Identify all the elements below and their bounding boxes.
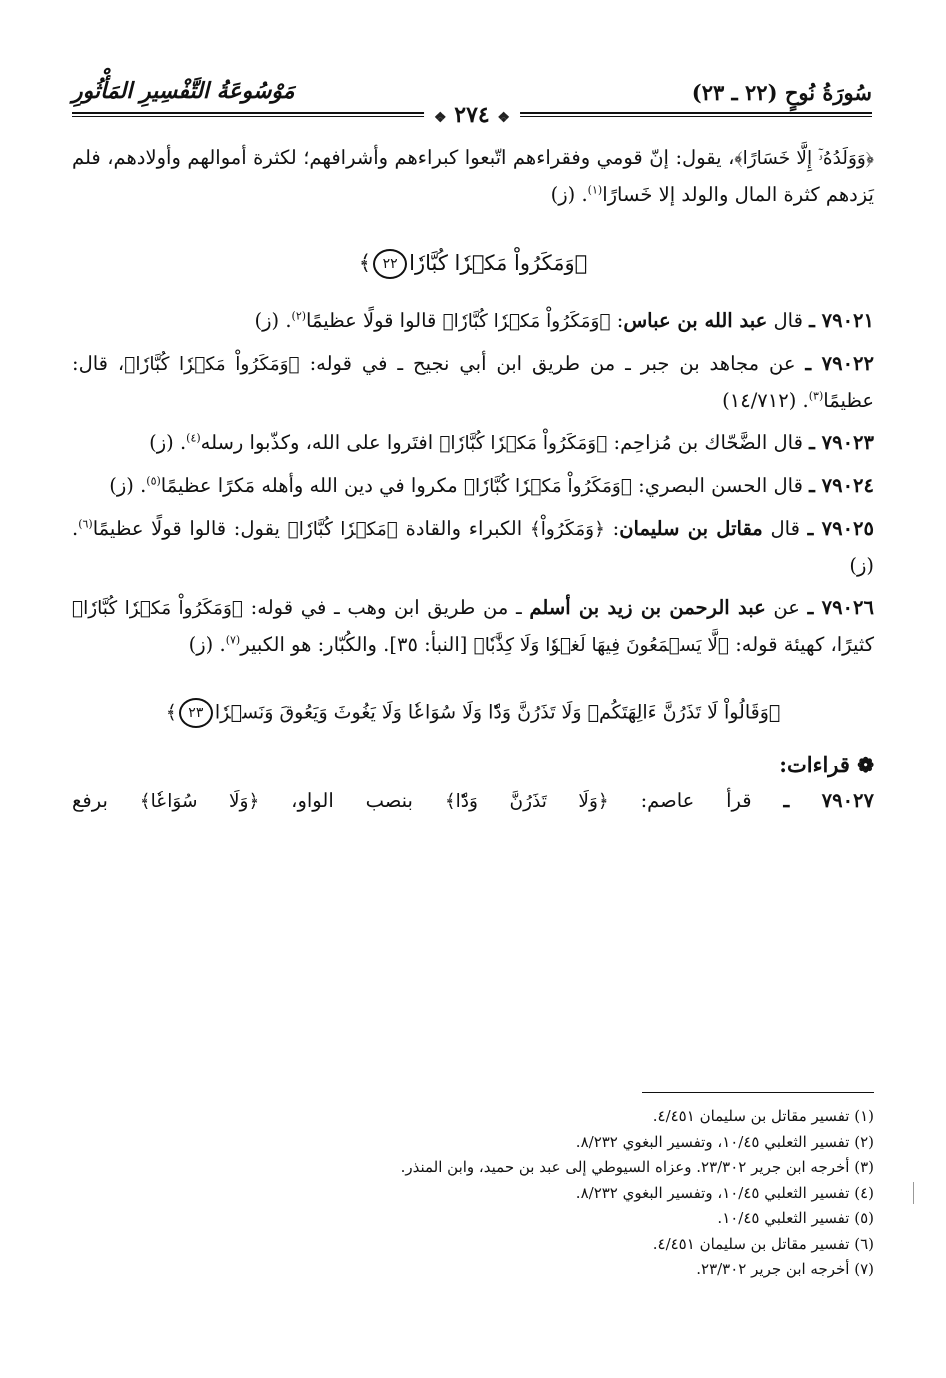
- quran-quote: ﴿مَكۡرٗا كُبَّارٗا﴾: [287, 519, 398, 540]
- narrator-name: الضَّحّاك بن مُزاحِم: [620, 431, 768, 454]
- page-header: [72, 72, 872, 128]
- quran-quote: ﴿وَوَلَدُهُۥٓ إِلَّا خَسَارًا﴾: [734, 148, 875, 169]
- intro-paragraph: ﴿وَوَلَدُهُۥٓ إِلَّا خَسَارًا﴾، يقول: إنّ قومي وفقراءهم اتّبعوا كبراءهم وأشرافهم؛ لكثرة أموالهم وأولادهم، فلم يَزدهم كثرة المال والولد إلا خَسارًا$^{(١)}$. (ز): [72, 146, 875, 206]
- verse-number-badge: ٢٣: [179, 698, 213, 728]
- quran-quote: ﴿وَمَكَرُواْ مَكۡرٗا كُبَّارٗا﴾: [442, 311, 611, 332]
- book-title: مَوْسُوعَةُ التَّفْسِيرِ المَأْثُورِ: [72, 78, 295, 104]
- footnotes: [74, 1104, 874, 1283]
- quran-quote: ﴿وَمَكَرُواْ مَكۡرٗا كُبَّارٗا﴾: [439, 433, 608, 454]
- footnote-item: (٣) أخرجه ابن جرير ٢٣/٣٠٢. وعزاه السيوطي إلى عبد بن حميد، وابن المنذر.: [400, 1158, 874, 1176]
- footnote-ref: (٢): [291, 309, 307, 323]
- entry-79025: ٧٩٠٢٥ ـ قال مقاتل بن سليمان: ﴿وَمَكَرُواْ﴾ الكبراء والقادة ﴿مَكۡرٗا كُبَّارٗا﴾ يقول: قالوا قولًا عظيمًا$^{(٦)}$. (ز): [72, 517, 875, 577]
- quran-quote: ﴿وَلَا سُوَاعٗا﴾: [139, 791, 260, 812]
- surah-title: سُورَةُ نُوحٍ (٢٢ ـ ٢٣): [691, 80, 872, 105]
- entry-79027: ٧٩٠٢٧ ـ قرأ عاصم: ﴿وَلَا تَذَرُنَّ وَدّٗا﴾ بنصب الواو، ﴿وَلَا سُوَاعٗا﴾ برفع: [72, 789, 874, 812]
- footnote-item: (٤) تفسير الثعلبي ١٠/٤٥، وتفسير البغوي ٨/٢٣٢.: [575, 1183, 874, 1202]
- ornament-icon: ❖: [434, 110, 447, 126]
- narrator-name: مجاهد بن جبر: [640, 352, 760, 375]
- verse-number-badge: ٢٢: [373, 249, 407, 279]
- quran-quote: ﴿لَّا يَسۡمَعُونَ فِيهَا لَغۡوٗا وَلَا كِذَّٰبٗا﴾: [473, 635, 730, 656]
- footnote-item: (٥) تفسير الثعلبي ١٠/٤٥.: [717, 1209, 874, 1227]
- quran-quote: ﴿وَمَكَرُواْ مَكۡرٗا كُبَّارٗا﴾: [124, 354, 300, 375]
- margin-mark: [913, 1182, 914, 1204]
- footnote-item: (٢) تفسير الثعلبي ١٠/٤٥، وتفسير البغوي ٨/٢٣٢.: [575, 1132, 874, 1151]
- entry-79022: ٧٩٠٢٢ ـ عن مجاهد بن جبر ـ من طريق ابن أبي نجيح ـ في قوله: ﴿وَمَكَرُواْ مَكۡرٗا كُبَّارٗا﴾، قال: عظيمًا$^{(٣)}$. (١٤/٧١٢): [72, 352, 874, 412]
- quran-quote: ﴿وَلَا تَذَرُنَّ وَدّٗا﴾: [444, 791, 609, 812]
- footnote-ref: (٧): [225, 633, 241, 647]
- verse-heading: ﴿وَقَالُواْ لَا تَذَرُنَّ ءَالِهَتَكُمۡ وَلَا تَذَرُنَّ وَدّٗا وَلَا سُوَاعٗا وَلَا يَغُوثَ وَيَعُوقَ وَنَسۡرٗا٢٣﴾: [72, 698, 874, 728]
- section-title: قراءات:: [779, 752, 850, 777]
- quran-quote: ﴿وَمَكَرُواْ مَكۡرٗا كُبَّارٗا﴾: [72, 598, 243, 619]
- quran-quote: ﴿وَمَكَرُواْ مَكۡرٗا كُبَّارٗا﴾: [463, 476, 632, 497]
- footnote-item: (١) تفسير مقاتل بن سليمان ٤/٤٥١.: [652, 1107, 874, 1125]
- footnote-ref: (٣): [808, 389, 824, 403]
- footnote-item: (٦) تفسير مقاتل بن سليمان ٤/٤٥١.: [652, 1234, 874, 1253]
- main-text: [72, 140, 874, 820]
- narrator-name: عبد الله بن عباس: [623, 309, 768, 332]
- narrator-name: مقاتل بن سليمان: [619, 517, 763, 540]
- entry-79026: ٧٩٠٢٦ ـ عن عبد الرحمن بن زيد بن أسلم ـ من طريق ابن وهب ـ في قوله: ﴿وَمَكَرُواْ مَكۡرٗا كُبَّارٗا﴾ كثيرًا، كهيئة قوله: ﴿لَّا يَسۡمَعُونَ فِيهَا لَغۡوٗا وَلَا كِذَّٰبٗا﴾ [النبأ: ٣٥]. والكُبّار: هو الكبير$^{(٧)}$. (ز): [72, 596, 874, 656]
- section-heading: [72, 752, 874, 777]
- narrator-name: عبد الرحمن بن زيد بن أسلم: [529, 596, 766, 619]
- page-number-box: [424, 102, 520, 128]
- page-number: ٢٧٤: [454, 102, 490, 128]
- footnote-ref: (١): [587, 183, 603, 197]
- footnote-ref: (٥): [146, 474, 161, 488]
- entry-79024: ٧٩٠٢٤ ـ قال الحسن البصري: ﴿وَمَكَرُواْ مَكۡرٗا كُبَّارٗا﴾ مكروا في دين الله وأهله مَكرًا عظيمًا$^{(٥)}$. (ز): [109, 474, 874, 497]
- verse-heading: ﴿وَمَكَرُواْ مَكۡرٗا كُبَّارٗا٢٢﴾: [72, 249, 874, 279]
- entry-79023: ٧٩٠٢٣ ـ قال الضَّحّاك بن مُزاحِم: ﴿وَمَكَرُواْ مَكۡرٗا كُبَّارٗا﴾ افتَروا على الله، وكذّبوا رسله$^{(٤)}$. (ز): [149, 431, 874, 454]
- entry-79021: ٧٩٠٢١ ـ قال عبد الله بن عباس: ﴿وَمَكَرُواْ مَكۡرٗا كُبَّارٗا﴾ قالوا قولًا عظيمًا$^{(٢)}$. (ز): [254, 309, 874, 332]
- narrator-name: الحسن البصري: [644, 474, 768, 497]
- footnote-separator: [642, 1092, 874, 1093]
- quran-quote: ﴿وَمَكَرُواْ﴾: [529, 519, 605, 540]
- flower-icon: ❁: [857, 753, 874, 777]
- ornament-icon: ❖: [497, 110, 510, 126]
- footnote-ref: (٦): [78, 517, 93, 531]
- footnote-ref: (٤): [186, 431, 201, 445]
- footnote-item: (٧) أخرجه ابن جرير ٢٣/٣٠٢.: [696, 1260, 874, 1278]
